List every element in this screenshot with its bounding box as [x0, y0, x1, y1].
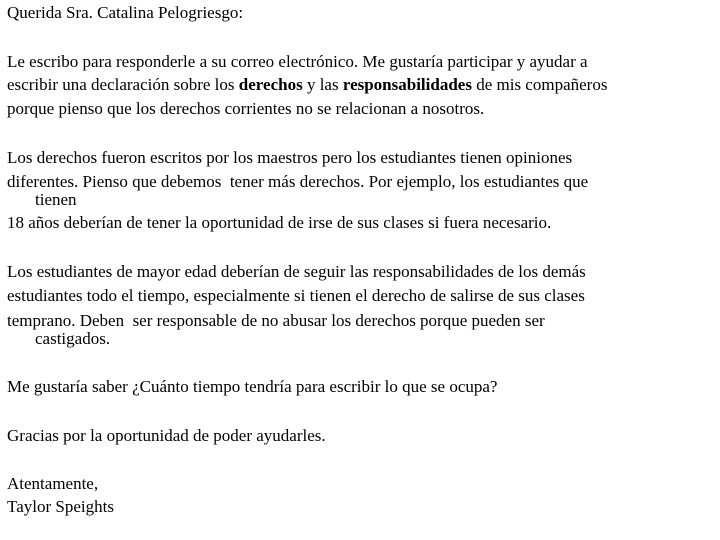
paragraph-3-line-3: temprano. Deben ser responsable de no abusar los derechos porque pueden ser — [7, 311, 545, 330]
text-run: escribir una declaración sobre los — [7, 75, 239, 94]
paragraph-2-line-3: tienen — [35, 190, 77, 209]
text-run: de mis compañeros — [471, 75, 608, 94]
paragraph-4: Me gustaría saber ¿Cuánto tiempo tendría para escribir lo que se ocupa? — [7, 377, 498, 396]
paragraph-1-line-1: Le escribo para responderle a su correo electrónico. Me gustaría participar y ayudar a — [7, 52, 588, 71]
signature-name: Taylor Speights — [7, 497, 114, 516]
bold-term-derechos: derechos — [238, 75, 303, 94]
bold-term-responsabilidades: responsabilidades — [342, 75, 472, 94]
paragraph-2-line-1: Los derechos fueron escritos por los maestros pero los estudiantes tienen opiniones — [7, 148, 573, 167]
paragraph-3-line-2: estudiantes todo el tiempo, especialmente si tienen el derecho de salirse de sus clases — [7, 286, 585, 305]
greeting: Querida Sra. Catalina Pelogriesgo: — [7, 3, 244, 22]
closing: Atentamente, — [7, 474, 99, 493]
paragraph-1-line-3: porque pienso que los derechos corrientes no se relacionan a nosotros. — [7, 99, 485, 118]
paragraph-2-line-4: 18 años deberían de tener la oportunidad de irse de sus clases si fuera necesario. — [7, 213, 552, 232]
paragraph-3-line-1: Los estudiantes de mayor edad deberían de seguir las responsabilidades de los demás — [7, 262, 586, 281]
paragraph-5: Gracias por la oportunidad de poder ayudarles. — [7, 426, 326, 445]
text-run: y las — [302, 75, 343, 94]
paragraph-2-line-2: diferentes. Pienso que debemos tener más derechos. Por ejemplo, los estudiantes que — [7, 172, 589, 191]
paragraph-3-line-4: castigados. — [35, 329, 111, 348]
paragraph-1-line-2 — [7, 75, 607, 95]
